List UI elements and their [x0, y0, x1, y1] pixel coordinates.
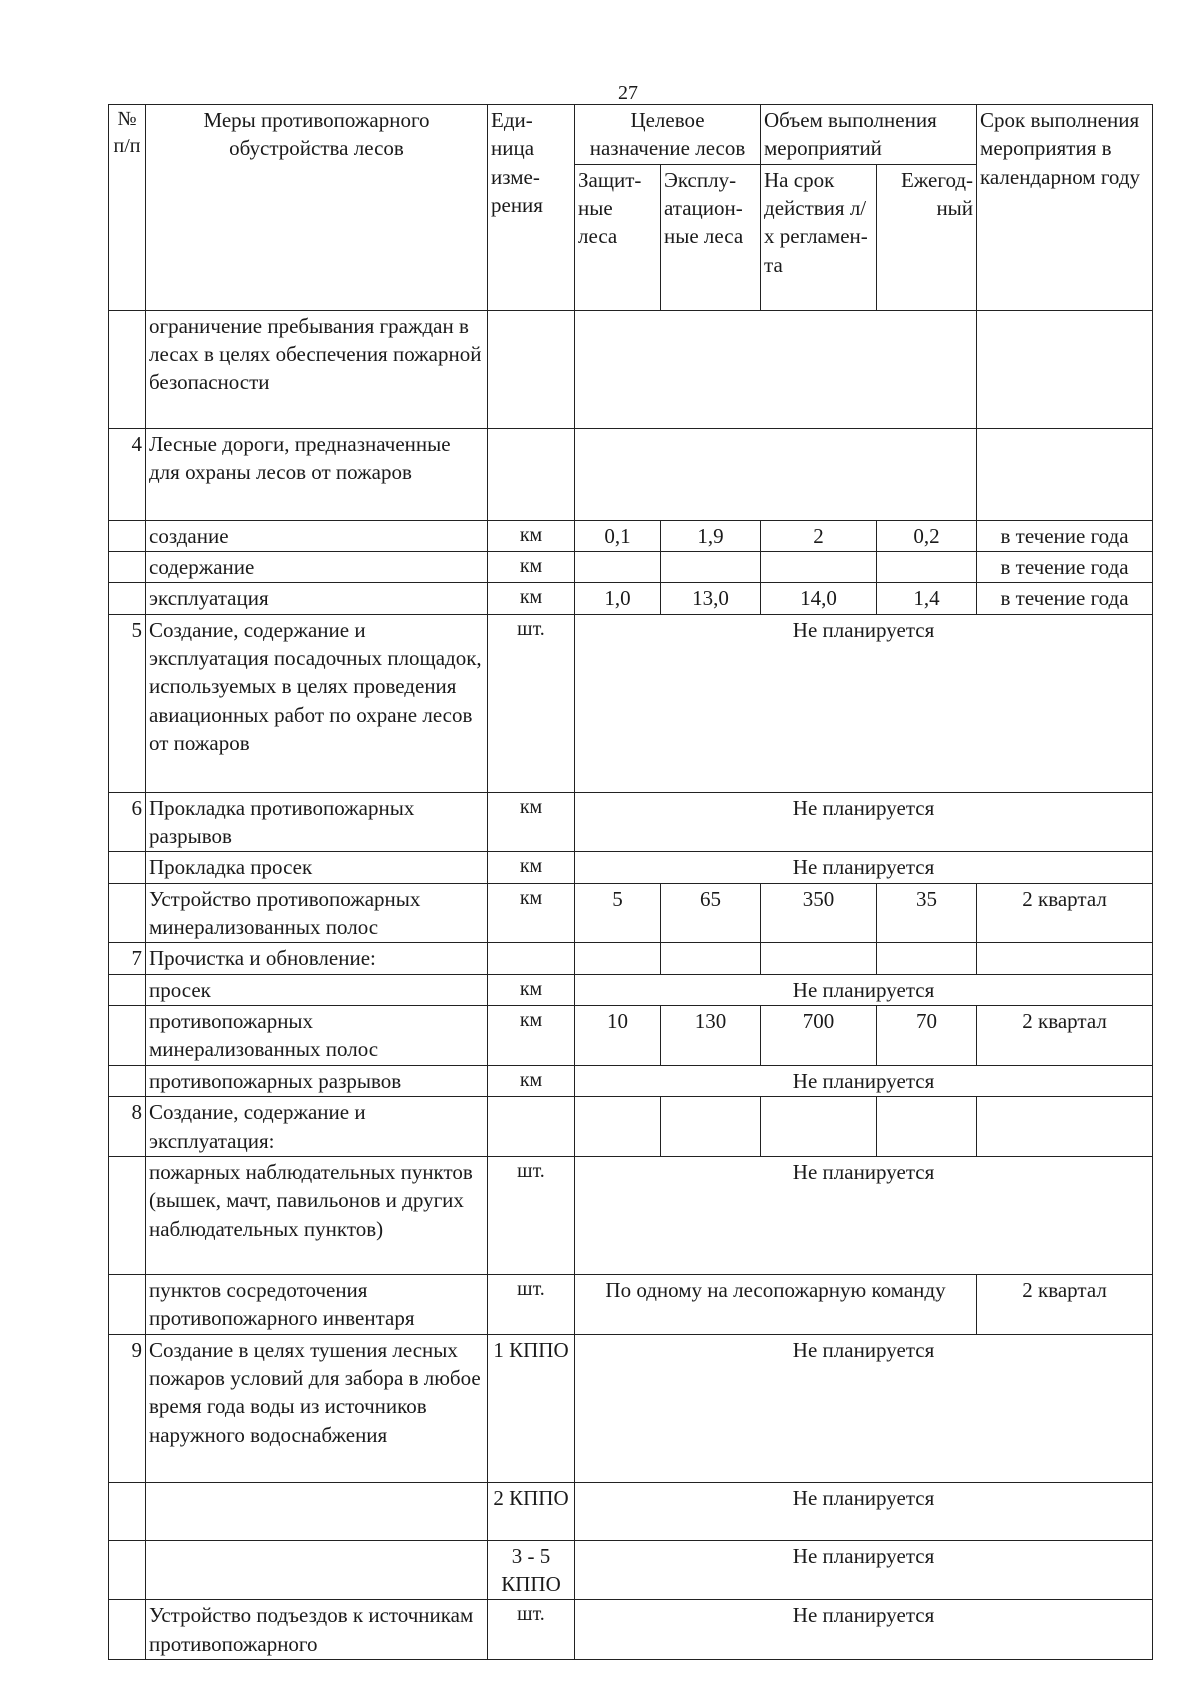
row-unit: км [488, 883, 575, 943]
row-measure: Прокладка противопожарных разрывов [146, 792, 488, 852]
header-measures: Меры противопожарного обустройства лесов [146, 105, 488, 311]
row-measure: просек [146, 974, 488, 1005]
row-measure: противопожарных разрывов [146, 1065, 488, 1096]
row-deadline: в течение года [977, 552, 1153, 583]
row-note: Не планируется [575, 1482, 1153, 1540]
row-num: 6 [109, 792, 146, 852]
header-protective: Защит-ные леса [575, 164, 661, 310]
row-measure: Прочистка и обновление: [146, 943, 488, 974]
row-measure: ограничение пребывания граждан в лесах в целях обеспечения пожарной безопасности [146, 310, 488, 428]
header-exploitation: Эксплу-атацион-ные леса [661, 164, 761, 310]
row-term: 14,0 [761, 583, 877, 614]
row-exploitation: 13,0 [661, 583, 761, 614]
row-unit: шт. [488, 1156, 575, 1274]
row-measure: Устройство подъездов к источникам противопожарного [146, 1600, 488, 1660]
row-note: Не планируется [575, 852, 1153, 883]
table-row [109, 852, 1153, 883]
row-measure: Создание, содержание и эксплуатация: [146, 1097, 488, 1157]
row-measure: пожарных наблюдательных пунктов (вышек, мачт, павильонов и других наблюдательных пунктов) [146, 1156, 488, 1274]
row-deadline: в течение года [977, 520, 1153, 551]
row-term: 2 [761, 520, 877, 551]
row-protective: 1,0 [575, 583, 661, 614]
row-protective: 0,1 [575, 520, 661, 551]
row-deadline: 2 квартал [977, 1274, 1153, 1334]
table-row [109, 883, 1153, 943]
row-term: 700 [761, 1006, 877, 1066]
table-row [109, 1540, 1153, 1600]
header-deadline: Срок выполнения мероприятия в календарном году [977, 105, 1153, 311]
row-measure: эксплуатация [146, 583, 488, 614]
row-annual: 70 [877, 1006, 977, 1066]
row-measure: Создание в целях тушения лесных пожаров условий для забора в любое время года воды из источников наружного водоснабжения [146, 1334, 488, 1482]
table-row [109, 1006, 1153, 1066]
table-row [109, 1334, 1153, 1482]
row-deadline: 2 квартал [977, 1006, 1153, 1066]
header-row-1 [109, 105, 1153, 165]
table-row [109, 614, 1153, 792]
header-purpose: Целевое назначение лесов [575, 105, 761, 165]
row-unit: км [488, 520, 575, 551]
table-row [109, 974, 1153, 1005]
row-annual: 0,2 [877, 520, 977, 551]
row-measure: Создание, содержание и эксплуатация посадочных площадок, используемых в целях проведения авиационных работ по охране лесов от пожаров [146, 614, 488, 792]
row-num: 4 [109, 428, 146, 520]
table-row [109, 552, 1153, 583]
row-num: 8 [109, 1097, 146, 1157]
page-number: 27 [618, 82, 638, 104]
table-row [109, 1482, 1153, 1540]
row-measure: содержание [146, 552, 488, 583]
row-unit: шт. [488, 614, 575, 792]
row-note: По одному на лесопожарную команду [575, 1274, 977, 1334]
row-deadline: 2 квартал [977, 883, 1153, 943]
table-row [109, 310, 1153, 428]
header-unit: Еди-ница изме-рения [488, 105, 575, 311]
header-annual: Ежегод-ный [877, 164, 977, 310]
row-measure: Лесные дороги, предназначенные для охраны лесов от пожаров [146, 428, 488, 520]
table-row [109, 943, 1153, 974]
row-measure: противопожарных минерализованных полос [146, 1006, 488, 1066]
table-row [109, 1600, 1153, 1660]
table-row [109, 1274, 1153, 1334]
row-note: Не планируется [575, 974, 1153, 1005]
row-unit: км [488, 852, 575, 883]
row-unit: км [488, 1065, 575, 1096]
row-unit: км [488, 552, 575, 583]
row-num: 5 [109, 614, 146, 792]
row-note: Не планируется [575, 1540, 1153, 1600]
row-unit: шт. [488, 1274, 575, 1334]
row-unit: км [488, 792, 575, 852]
row-num: 9 [109, 1334, 146, 1482]
header-volume: Объем выполнения мероприятий [761, 105, 977, 165]
table-row [109, 583, 1153, 614]
row-exploitation: 1,9 [661, 520, 761, 551]
row-note: Не планируется [575, 1065, 1153, 1096]
row-deadline: в течение года [977, 583, 1153, 614]
header-term: На срок действия л/х регламен-та [761, 164, 877, 310]
row-note: Не планируется [575, 614, 1153, 792]
row-measure: Устройство противопожарных минерализованных полос [146, 883, 488, 943]
table-row [109, 428, 1153, 520]
header-num: № п/п [109, 105, 146, 311]
row-annual: 35 [877, 883, 977, 943]
row-unit: 1 КППО [488, 1334, 575, 1482]
table-row [109, 520, 1153, 551]
row-exploitation: 130 [661, 1006, 761, 1066]
row-note: Не планируется [575, 1600, 1153, 1660]
table-row [109, 1097, 1153, 1157]
row-measure: создание [146, 520, 488, 551]
table-row [109, 1065, 1153, 1096]
row-protective: 5 [575, 883, 661, 943]
row-num: 7 [109, 943, 146, 974]
row-annual: 1,4 [877, 583, 977, 614]
row-unit: шт. [488, 1600, 575, 1660]
row-measure: Прокладка просек [146, 852, 488, 883]
row-note: Не планируется [575, 792, 1153, 852]
row-term: 350 [761, 883, 877, 943]
row-measure: пунктов сосредоточения противопожарного инвентаря [146, 1274, 488, 1334]
row-unit: км [488, 974, 575, 1005]
row-note: Не планируется [575, 1334, 1153, 1482]
row-note: Не планируется [575, 1156, 1153, 1274]
row-unit: 3 - 5 КППО [488, 1540, 575, 1600]
fire-measures-table [108, 104, 1153, 1660]
row-protective: 10 [575, 1006, 661, 1066]
row-exploitation: 65 [661, 883, 761, 943]
row-unit: км [488, 1006, 575, 1066]
table-row [109, 792, 1153, 852]
row-unit: 2 КППО [488, 1482, 575, 1540]
table-row [109, 1156, 1153, 1274]
row-unit: км [488, 583, 575, 614]
